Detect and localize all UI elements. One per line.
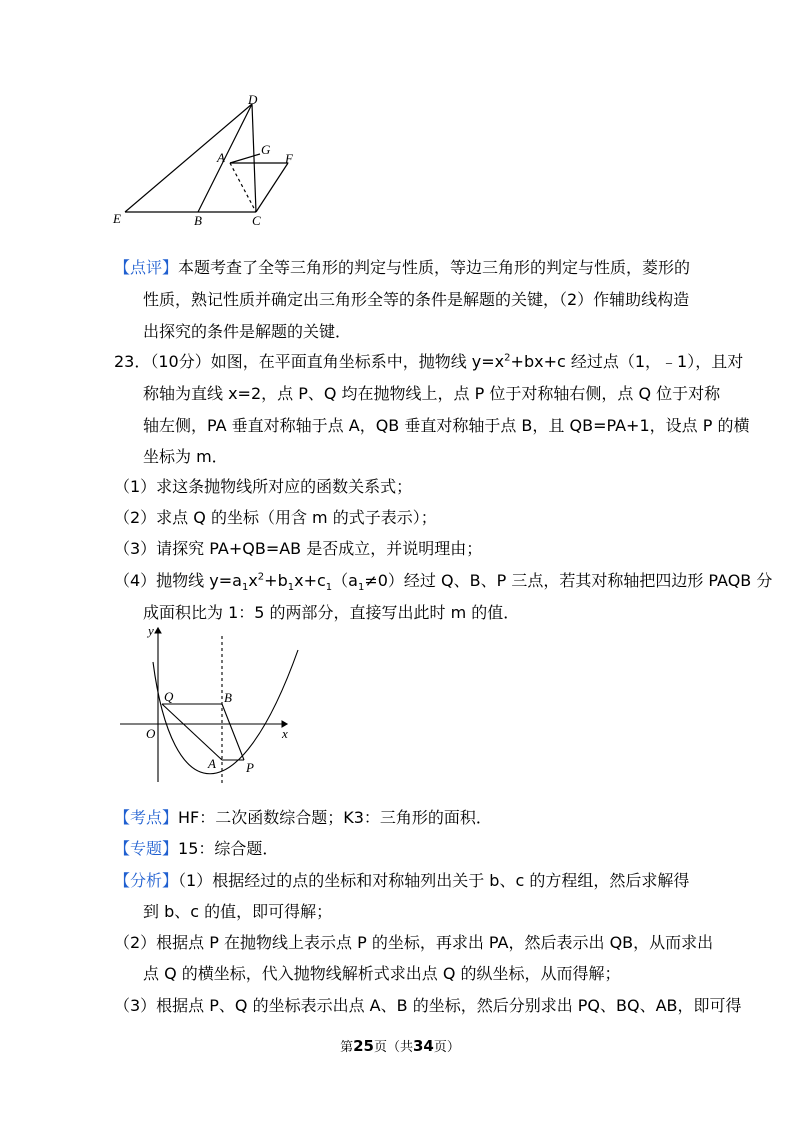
segment-bp <box>222 704 244 760</box>
kaodian-tag: 【考点】 <box>114 808 179 827</box>
label-g: G <box>261 142 271 157</box>
label-a2: A <box>208 756 216 771</box>
page-number: 25 <box>353 1037 374 1055</box>
segment-bd <box>198 104 252 212</box>
question-1: （1）求这条抛物线所对应的函数关系式； <box>114 477 413 496</box>
zhuanti-tag: 【专题】 <box>114 839 179 858</box>
label-x: x <box>282 726 288 741</box>
question-2: （2）求点 Q 的坐标（用含 m 的式子表示）； <box>114 508 437 527</box>
question-4-line-1: （4）抛物线 $y=a_1x^2+b_1x+c_1(a_1\ne 0)$经过 Q、B、P 三点，若其对称轴把四边形 PAQB 分 <box>114 571 773 594</box>
problem-line-4: 坐标为 m． <box>143 447 228 466</box>
problem-line-1: 23．（10分）如图，在平面直角坐标系中，抛物线 $y=x^2+bx+c$ 经过点（1，﹣1），且对 <box>114 352 744 371</box>
fenxi-tag: 【分析】 <box>114 871 179 890</box>
label-c: C <box>252 213 261 228</box>
page-footer: 第25页（共34页） <box>340 1037 460 1055</box>
fenxi-line-2: 到 b、c 的值，即可得解； <box>143 902 333 921</box>
segment-ac-dashed <box>230 163 256 212</box>
label-d: D <box>248 92 258 107</box>
review-line-1: 【点评】本题考查了全等三角形的判定与性质，等边三角形的判定与性质，菱形的 <box>114 258 691 277</box>
geometry-figure <box>110 92 310 232</box>
fenxi-line-3: （2）根据点 P 在抛物线上表示点 P 的坐标，再求出 PA，然后表示出 QB，从而求出 <box>114 933 714 952</box>
label-b2: B <box>224 690 232 705</box>
fenxi-line-5: （3）根据点 P、Q 的坐标表示出点 A、B 的坐标，然后分别求出 PQ、BQ、AB，即可得 <box>114 996 742 1015</box>
review-tag: 【点评】 <box>114 258 179 277</box>
total-pages: 34 <box>413 1037 434 1055</box>
segment-dc <box>252 104 256 212</box>
label-y: y <box>148 623 154 638</box>
label-f: F <box>285 151 293 166</box>
segment-ag <box>230 154 260 163</box>
label-e: E <box>113 211 121 226</box>
kaodian-line: 【考点】HF：二次函数综合题；K3：三角形的面积． <box>114 808 492 827</box>
label-q: Q <box>164 689 174 704</box>
question-3: （3）请探究 PA+QB=AB 是否成立，并说明理由； <box>114 539 483 558</box>
fenxi-line-1: 【分析】（1）根据经过的点的坐标和对称轴列出关于 b、c 的方程组，然后求解得 <box>114 871 690 890</box>
segment-cf <box>256 163 288 212</box>
label-o: O <box>146 726 156 741</box>
fenxi-line-4: 点 Q 的横坐标，代入抛物线解析式求出点 Q 的纵坐标，从而得解； <box>143 964 621 983</box>
segment-ed <box>125 104 252 212</box>
segment-qa <box>162 704 222 760</box>
zhuanti-line: 【专题】15：综合题． <box>114 839 279 858</box>
review-line-3: 出探究的条件是解题的关键． <box>143 322 352 341</box>
label-p: P <box>246 760 254 775</box>
label-a: A <box>217 150 225 165</box>
question-4-line-2: 成面积比为 1：5 的两部分，直接写出此时 m 的值． <box>143 603 520 622</box>
problem-line-2: 称轴为直线 x=2，点 P、Q 均在抛物线上，点 P 位于对称轴右侧，点 Q 位于对称 <box>143 384 721 403</box>
label-b: B <box>194 213 202 228</box>
review-line-2: 性质，熟记性质并确定出三角形全等的条件是解题的关键，（2）作辅助线构造 <box>143 290 690 309</box>
parabola-figure <box>112 618 312 786</box>
problem-line-3: 轴左侧，PA 垂直对称轴于点 A，QB 垂直对称轴于点 B，且 QB=PA+1，设点 P 的横 <box>143 416 750 435</box>
